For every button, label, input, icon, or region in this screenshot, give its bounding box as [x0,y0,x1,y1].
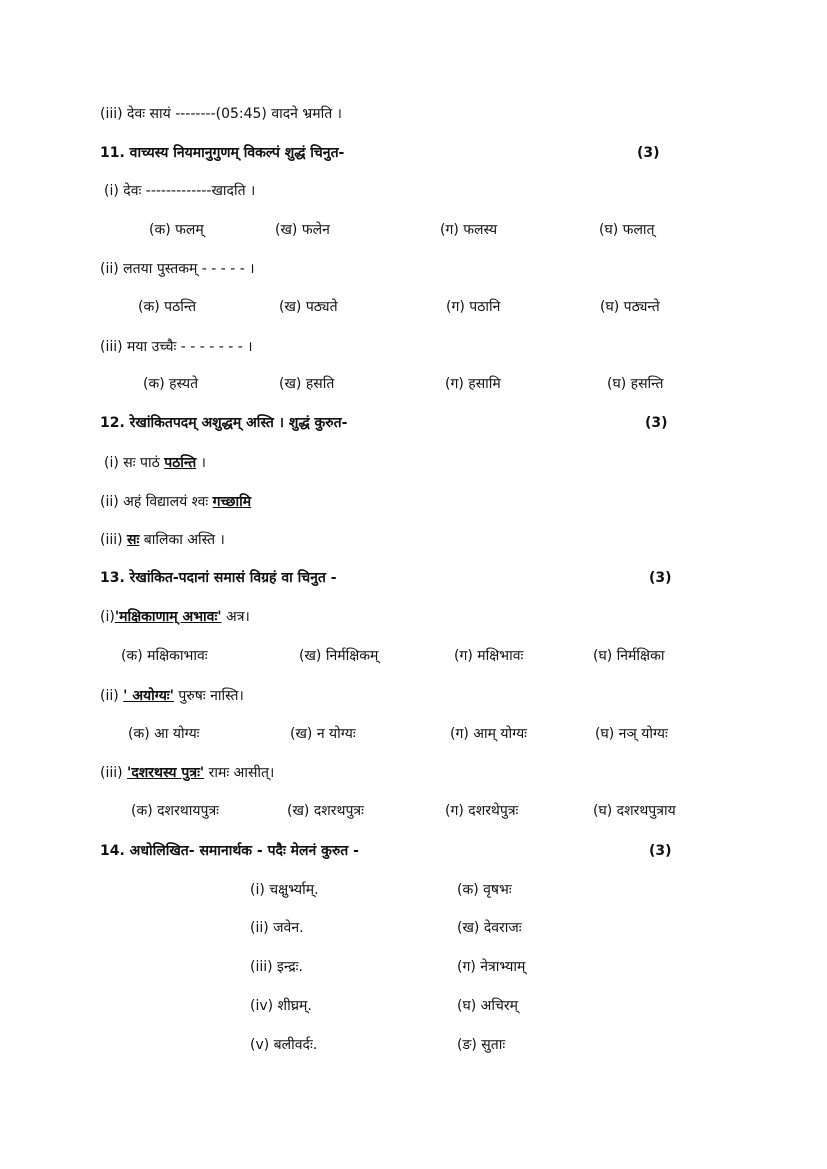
option-gha: (घ) पठ्यन्ते [600,299,660,315]
match-left-item: (i) चक्षुर्भ्याम्. [250,882,319,898]
match-right-item: (क) वृषभः [457,882,512,898]
option-ka: (क) फलम् [149,222,204,238]
item-number: (ii) [100,494,119,510]
underlined-word: सः [127,532,140,548]
option-gha: (घ) नञ् योग्यः [595,726,668,742]
item-text-pre: अहं विद्यालयं श्वः [123,494,213,510]
option-kha: (ख) पठ्यते [279,299,338,315]
q13-item-iii [100,763,274,783]
option-ga: (ग) पठानि [446,299,501,315]
q11-marks: (3) [637,145,660,161]
item-text-post: । [196,455,206,471]
item-number: (ii) [100,261,119,277]
option-ka: (क) आ योग्यः [128,726,200,742]
option-ga: (ग) हसामि [445,376,501,392]
q14-marks: (3) [649,843,672,859]
match-right-item: (घ) अचिरम् [457,998,518,1014]
underlined-word: गच्छामि [212,494,252,510]
option-ga: (ग) आम् योग्यः [450,726,528,742]
option-ga: (ग) दशरथेपुत्रः [445,803,519,819]
item-number: (i) [104,183,119,199]
option-kha: (ख) न योग्यः [290,726,356,742]
q12-item-ii [100,492,251,512]
question-10-iii [100,104,342,124]
q13-item-i [100,607,250,627]
underlined-phrase: 'दशरथस्य पुत्रः' [127,765,205,781]
item-text-post: रामः आसीत्। [204,765,275,781]
item-number: (i) [104,455,119,471]
underlined-word: पठन्ति [164,455,197,471]
q12-heading: 12. रेखांकितपदम् अशुद्धम् अस्ति । शुद्धं कुरुत- [100,415,348,431]
option-ga: (ग) फलस्य [440,222,498,238]
option-kha: (ख) हसति [279,376,335,392]
q13-heading: 13. रेखांकित-पदानां समासं विग्रहं वा चिनुत - [100,570,337,586]
q11-item-i [104,181,255,201]
option-kha: (ख) दशरथपुत्रः [287,803,364,819]
option-gha: (घ) निर्मक्षिका [593,648,665,664]
item-number: (iii) [100,339,123,355]
underlined-phrase: ' अयोग्यः' [123,688,174,704]
item-number: (iii) [100,106,123,122]
item-number: (i) [100,609,115,625]
item-number: (ii) [100,688,119,704]
item-number: (iii) [100,765,123,781]
match-left-item: (iv) शीघ्रम्. [250,998,312,1014]
item-text: मया उच्चैः - - - - - - - । [127,339,253,355]
match-left-item: (iii) इन्द्रः. [250,959,303,975]
q14-heading: 14. अधोलिखित- समानार्थक - पदैः मेलनं कुरुत - [100,843,359,859]
item-text-post: अत्र। [221,609,250,625]
option-gha: (घ) फलात् [599,222,655,238]
option-ka: (क) मक्षिकाभावः [121,648,208,664]
q11-item-ii [100,259,255,279]
option-ga: (ग) मक्षिभावः [454,648,524,664]
match-right-item: (ख) देवराजः [457,920,522,936]
item-text-post: बालिका अस्ति । [139,532,225,548]
match-right-item: (ग) नेत्राभ्याम् [457,959,526,975]
q12-marks: (3) [645,415,668,431]
q12-item-i [104,453,206,473]
item-text: लतया पुस्तकम् - - - - - । [123,261,255,277]
option-ka: (क) हस्यते [143,376,199,392]
q13-item-ii [100,686,244,706]
option-gha: (घ) हसन्ति [607,376,664,392]
item-text-pre: सः पाठं [123,455,165,471]
match-left-item: (v) बलीवर्दः. [250,1037,318,1053]
match-right-item: (ङ) सुताः [457,1037,506,1053]
option-kha: (ख) निर्मक्षिकम् [299,648,379,664]
item-text-post: पुरुषः नास्ति। [173,688,244,704]
item-text: देवः सायं --------(05:45) वादने भ्रमति । [127,106,342,122]
underlined-phrase: 'मक्षिकाणाम् अभावः' [114,609,222,625]
match-left-item: (ii) जवेन. [250,920,304,936]
q11-item-iii [100,337,253,357]
option-ka: (क) पठन्ति [138,299,197,315]
option-gha: (घ) दशरथपुत्राय [593,803,676,819]
q13-marks: (3) [649,570,672,586]
item-text: देवः -------------खादति । [123,183,256,199]
q12-item-iii [100,530,225,550]
q11-heading: 11. वाच्यस्य नियमानुगुणम् विकल्पं शुद्धं चिनुत- [100,145,345,161]
item-number: (iii) [100,532,123,548]
option-ka: (क) दशरथायपुत्रः [131,803,220,819]
option-kha: (ख) फलेन [275,222,330,238]
